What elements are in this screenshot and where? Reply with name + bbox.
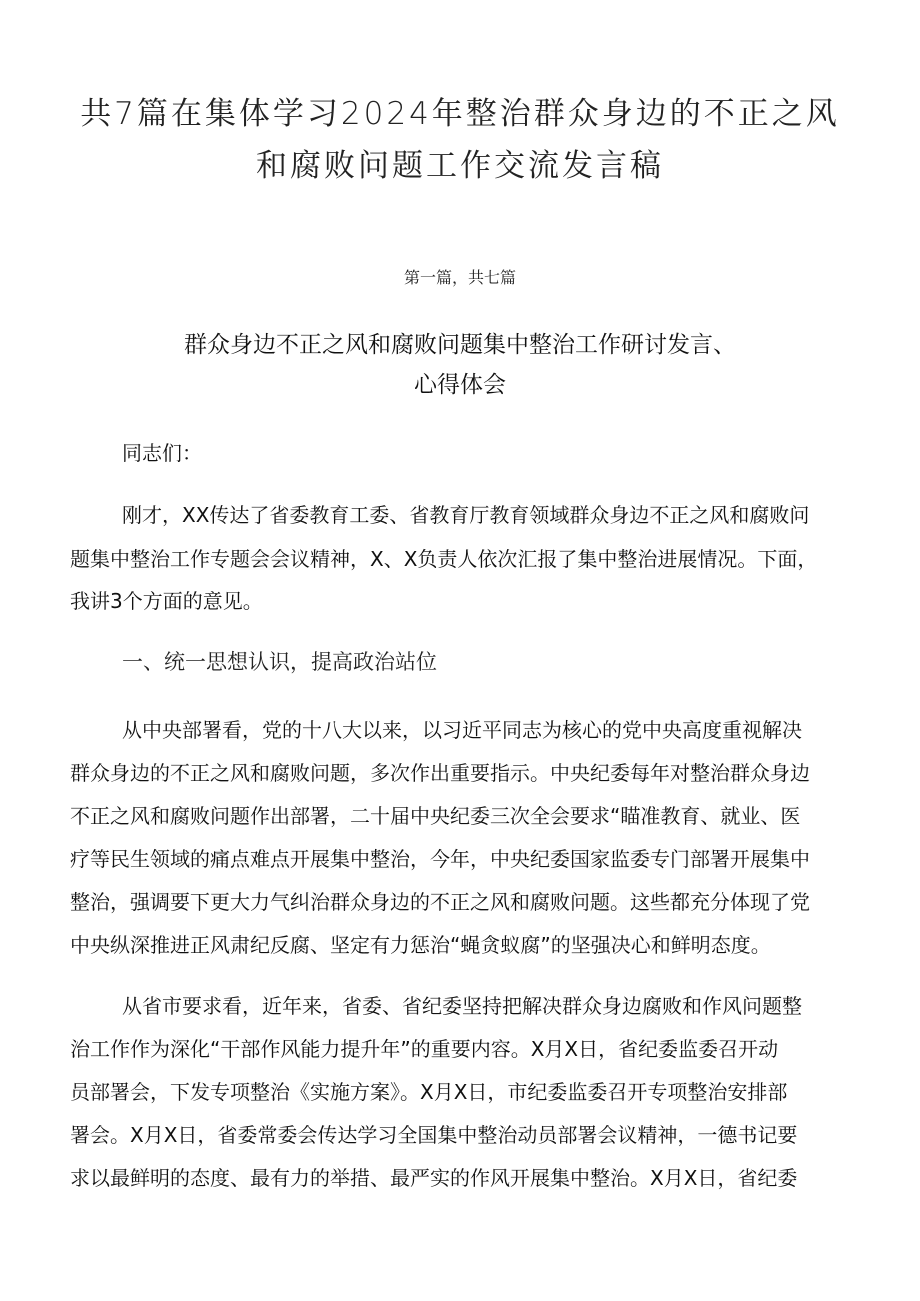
paragraph-line: 治工作作为深化“干部作风能力提升年”的重要内容。X月X日，省纪委监委召开动 bbox=[70, 1037, 779, 1061]
intro-line: 刚才，XX传达了省委教育工委、省教育厅教育领域群众身边不正之风和腐败问 bbox=[122, 503, 810, 527]
paragraph-line: 中央纵深推进正风肃纪反腐、坚定有力惩治“蝇贪蚁腐”的坚强决心和鲜明态度。 bbox=[70, 933, 771, 957]
section-heading: 一、统一思想认识，提高政治站位 bbox=[122, 650, 437, 674]
paragraph-line: 整治，强调要下更大力气纠治群众身边的不正之风和腐败问题。这些都充分体现了党 bbox=[70, 890, 810, 914]
speech-title-line-1: 群众身边不正之风和腐败问题集中整治工作研讨发言、 bbox=[184, 332, 736, 358]
intro-line: 我讲3个方面的意见。 bbox=[70, 589, 263, 613]
paragraph-line: 群众身边的不正之风和腐败问题，多次作出重要指示。中央纪委每年对整治群众身边 bbox=[70, 761, 810, 785]
paragraph-line: 署会。X月X日，省委常委会传达学习全国集中整治动员部署会议精神，一德书记要 bbox=[70, 1123, 798, 1147]
paragraph-line: 从中央部署看，党的十八大以来，以习近平同志为核心的党中央高度重视解决 bbox=[122, 718, 802, 742]
document-title-line-2: 和腐败问题工作交流发言稿 bbox=[256, 148, 664, 184]
intro-line: 题集中整治工作专题会会议精神，X、X负责人依次汇报了集中整治进展情况。下面， bbox=[70, 547, 818, 571]
speech-title-line-2: 心得体会 bbox=[414, 372, 506, 398]
paragraph-line: 不正之风和腐败问题作出部署，二十届中央纪委三次全会要求“瞄准教育、就业、医 bbox=[70, 804, 801, 828]
paragraph-line: 疗等民生领域的痛点难点开展集中整治，今年，中央纪委国家监委专门部署开展集中 bbox=[70, 847, 810, 871]
paragraph-line: 员部署会，下发专项整治《实施方案》。X月X日，市纪委监委召开专项整治安排部 bbox=[70, 1080, 788, 1104]
part-label: 第一篇，共七篇 bbox=[403, 268, 516, 287]
salutation: 同志们： bbox=[122, 441, 202, 465]
paragraph-line: 求以最鲜明的态度、最有力的举措、最严实的作风开展集中整治。X月X日，省纪委 bbox=[70, 1166, 798, 1190]
document-title-line-1: 共7篇在集体学习2024年整治群众身边的不正之风 bbox=[80, 96, 840, 132]
paragraph-line: 从省市要求看，近年来，省委、省纪委坚持把解决群众身边腐败和作风问题整 bbox=[122, 994, 802, 1018]
